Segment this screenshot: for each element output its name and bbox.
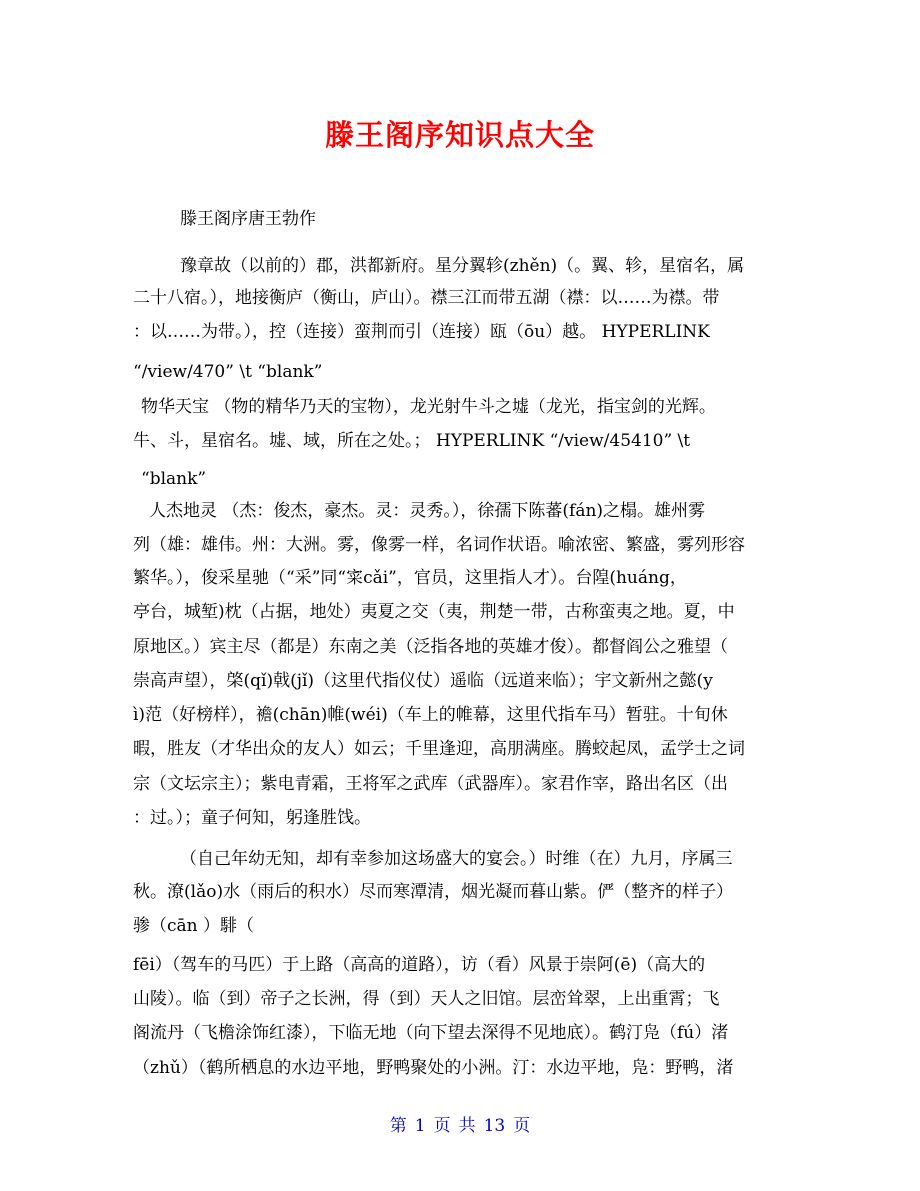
body-line: 宗（文坛宗主）；紫电青霜，王将军之武库（武器库）。家君作宰，路出名区（出 bbox=[133, 774, 728, 794]
document-title: 滕王阁序知识点大全 bbox=[324, 118, 595, 152]
body-line: 暇，胜友（才华出众的友人）如云；千里逢迎，高朋满座。腾蛟起凤，孟学士之词 bbox=[133, 739, 745, 759]
body-line: 山陵）。临（到）帝子之长洲，得（到）天人之旧馆。层峦耸翠，上出重霄；飞 bbox=[133, 989, 720, 1009]
body-line: 骖（cān ）騑（ bbox=[133, 916, 255, 936]
body-line: 繁华。），俊采星驰（“采”同“寀cǎi”，官员，这里指人才）。台隍(huáng， bbox=[133, 568, 687, 588]
body-line: 豫章故（以前的）郡，洪都新府。星分翼轸(zhěn)（。翼、轸，星宿名，属 bbox=[180, 256, 745, 276]
page-footer bbox=[0, 1115, 920, 1137]
body-line: ：过。）；童子何知，躬逢胜饯。 bbox=[133, 808, 371, 828]
body-line: ì)范（好榜样），襜(chān)帷(wéi)（车上的帷幕，这里代指车马）暂驻。十旬休 bbox=[133, 705, 728, 725]
body-line: 列（雄：雄伟。州：大洲。雾，像雾一样，名词作状语。喻浓密、繁盛，雾列形容 bbox=[133, 535, 745, 555]
body-line: 牛、斗，星宿名。墟、域，所在之处。； HYPERLINK “/view/45410” \t bbox=[133, 431, 691, 451]
body-line: （自己年幼无知，却有幸参加这场盛大的宴会。）时维（在）九月，序属三 bbox=[180, 849, 733, 869]
body-line: 阁流丹（飞檐涂饰红漆），下临无地（向下望去深得不见地底）。鹤汀凫（fú）渚 bbox=[133, 1023, 729, 1043]
hyperlink-field: “blank” bbox=[141, 469, 207, 489]
footer-total-pages: 13 bbox=[483, 1116, 506, 1136]
body-line: 滕王阁序唐王勃作 bbox=[180, 209, 316, 229]
body-line: 物华天宝 （物的精华乃天的宝物），龙光射牛斗之墟（龙光，指宝剑的光辉。 bbox=[141, 397, 716, 417]
body-line: 崇高声望），棨(qǐ)戟(jǐ)（这里代指仪仗）遥临（远道来临）；宇文新州之懿(y bbox=[133, 671, 713, 691]
body-line: 人杰地灵 （杰：俊杰，豪杰。灵：灵秀。），徐孺下陈蕃(fán)之榻。雄州雾 bbox=[149, 501, 706, 521]
footer-ye-word: 页 bbox=[433, 1116, 451, 1136]
body-line: 亭台，城堑)枕（占据，地处）夷夏之交（夷，荆楚一带，古称蛮夷之地。夏，中 bbox=[133, 602, 735, 622]
body-line: 原地区。）宾主尽（都是）东南之美（泛指各地的英雄才俊）。都督阎公之雅望（ bbox=[133, 637, 728, 657]
body-line: fēi）（驾车的马匹）于上路（高高的道路），访（看）风景于崇阿(ē)（高大的 bbox=[133, 955, 706, 975]
footer-page-number: 1 bbox=[414, 1116, 426, 1136]
footer-total-word: 共 bbox=[458, 1116, 476, 1136]
body-line: （zhǔ）（鹤所栖息的水边平地，野鸭聚处的小洲。汀：水边平地，凫：野鸭，渚 bbox=[133, 1058, 734, 1078]
body-line: ：以……为带。），控（连接）蛮荆而引（连接）瓯（ōu）越。 HYPERLINK bbox=[133, 322, 710, 342]
footer-page-word: 第 bbox=[389, 1116, 407, 1136]
body-line: 秋。潦(lǎo)水（雨后的积水）尽而寒潭清，烟光凝而暮山紫。俨（整齐的样子） bbox=[133, 882, 734, 902]
body-line: 二十八宿。），地接衡庐（衡山，庐山）。襟三江而带五湖（襟：以……为襟。带 bbox=[133, 288, 720, 308]
hyperlink-field: “/view/470” \t “blank” bbox=[133, 362, 323, 382]
footer-ye-end-word: 页 bbox=[513, 1116, 531, 1136]
